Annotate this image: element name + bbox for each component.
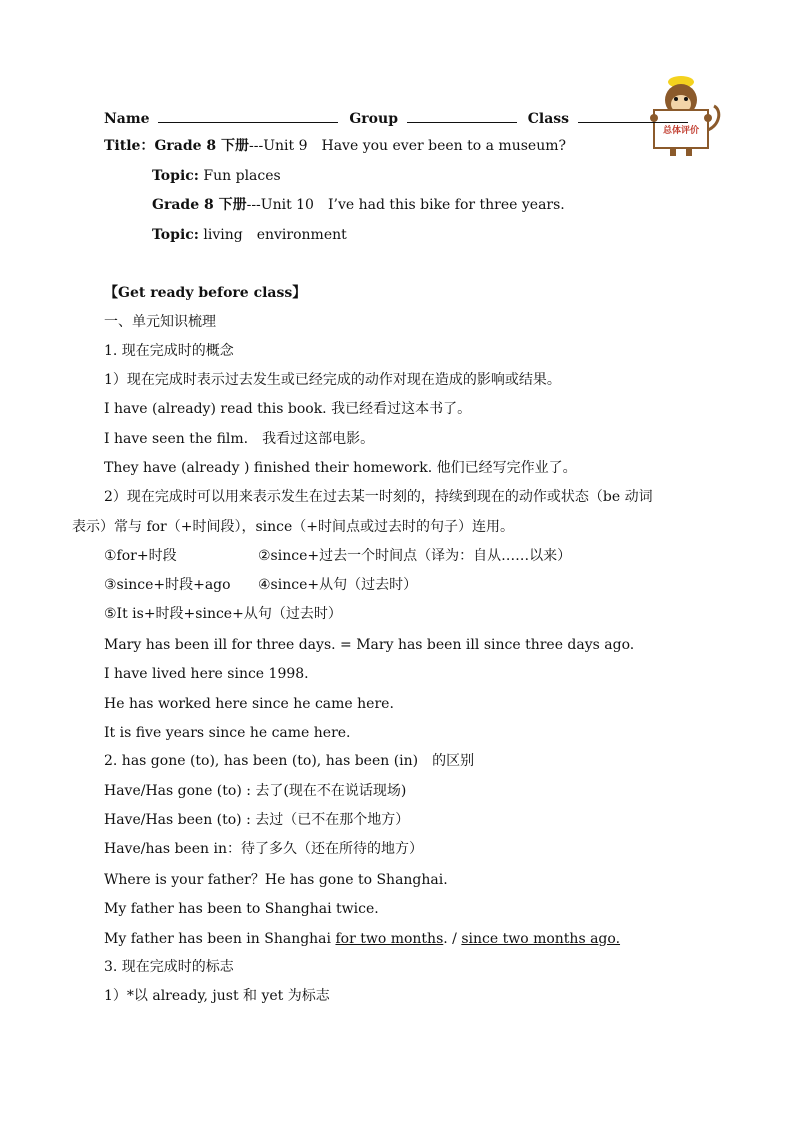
example-5: I have lived here since 1998.: [104, 666, 309, 682]
distinction-1: Have/Has gone (to) : 去了(现在不在说话现场): [104, 783, 407, 799]
example-8: Where is your father？He has gone to Shanghai.: [104, 872, 448, 888]
unit9-title: ---Unit 9 Have you ever been to a museum?: [249, 138, 566, 154]
example-1: I have (already) read this book. 我已经看过这本书了。: [104, 401, 472, 417]
example-7: It is five years since he came here.: [104, 725, 351, 741]
unit10-line: [152, 196, 565, 214]
class-label: Class: [527, 111, 570, 127]
title-label: Title：: [104, 138, 155, 154]
example-6: He has worked here since he came here.: [104, 696, 394, 712]
distinction-2: Have/Has been (to) : 去过（已不在那个地方）: [104, 812, 410, 828]
s2-title: 2. has gone (to), has been (to), has been (in) 的区别: [104, 753, 475, 769]
example-4: Mary has been ill for three days. = Mary has been ill since three days ago.: [104, 637, 635, 653]
name-field[interactable]: [158, 108, 338, 123]
unit9-grade: Grade 8 下册: [154, 138, 250, 154]
topic1-text: Fun places: [198, 168, 281, 184]
s1-point2-b: 表示）常与 for（+时间段），since（+时间点或过去时的句子）连用。: [72, 519, 515, 535]
option-3: ③since+时段+ago: [104, 577, 231, 593]
topic1-label: Topic:: [152, 168, 199, 184]
part1-heading: 一、单元知识梳理: [104, 314, 216, 330]
option-2: ②since+过去一个时间点（译为：自从……以来）: [258, 548, 572, 564]
title-line: [104, 137, 566, 155]
s1-point1: 1）现在完成时表示过去发生或已经完成的动作对现在造成的影响或结果。: [104, 372, 561, 388]
example-10-mid: . /: [443, 931, 462, 947]
topic2-text: living environment: [198, 227, 347, 243]
mascot-badge-text: 总体评价: [662, 126, 700, 136]
example-10: [104, 930, 620, 948]
s1-point2-a: 2）现在完成时可以用来表示发生在过去某一时刻的，持续到现在的动作或状态（be 动词: [104, 489, 653, 505]
option-5: ⑤It is+时段+since+从句（过去时）: [104, 606, 342, 622]
example-10-since-phrase: since two months ago.: [461, 931, 621, 947]
example-10-for-phrase: for two months: [335, 931, 444, 947]
example-2: I have seen the film. 我看过这部电影。: [104, 431, 375, 447]
header-row: [104, 108, 694, 128]
unit10-title: ---Unit 10 I’ve had this bike for three years.: [246, 197, 565, 213]
topic2-line: [152, 226, 347, 244]
distinction-3: Have/has been in：待了多久（还在所待的地方）: [104, 841, 423, 857]
name-label: Name: [104, 111, 150, 127]
class-field[interactable]: [578, 108, 688, 123]
section-heading: 【Get ready before class】: [104, 285, 307, 301]
example-9: My father has been to Shanghai twice.: [104, 901, 379, 917]
unit10-grade: Grade 8 下册: [152, 197, 247, 213]
group-label: Group: [349, 111, 398, 127]
s1-title: 1. 现在完成时的概念: [104, 343, 234, 359]
option-4: ④since+从句（过去时）: [258, 577, 418, 593]
s3-title: 3. 现在完成时的标志: [104, 959, 234, 975]
group-field[interactable]: [407, 108, 517, 123]
option-1: ①for+时段: [104, 548, 177, 564]
topic2-label: Topic:: [152, 227, 199, 243]
s3-point1: 1）*以 already, just 和 yet 为标志: [104, 988, 330, 1004]
example-3: They have (already ) finished their homework. 他们已经写完作业了。: [104, 460, 577, 476]
topic1-line: [152, 167, 281, 185]
example-10-pre: My father has been in Shanghai: [104, 931, 336, 947]
